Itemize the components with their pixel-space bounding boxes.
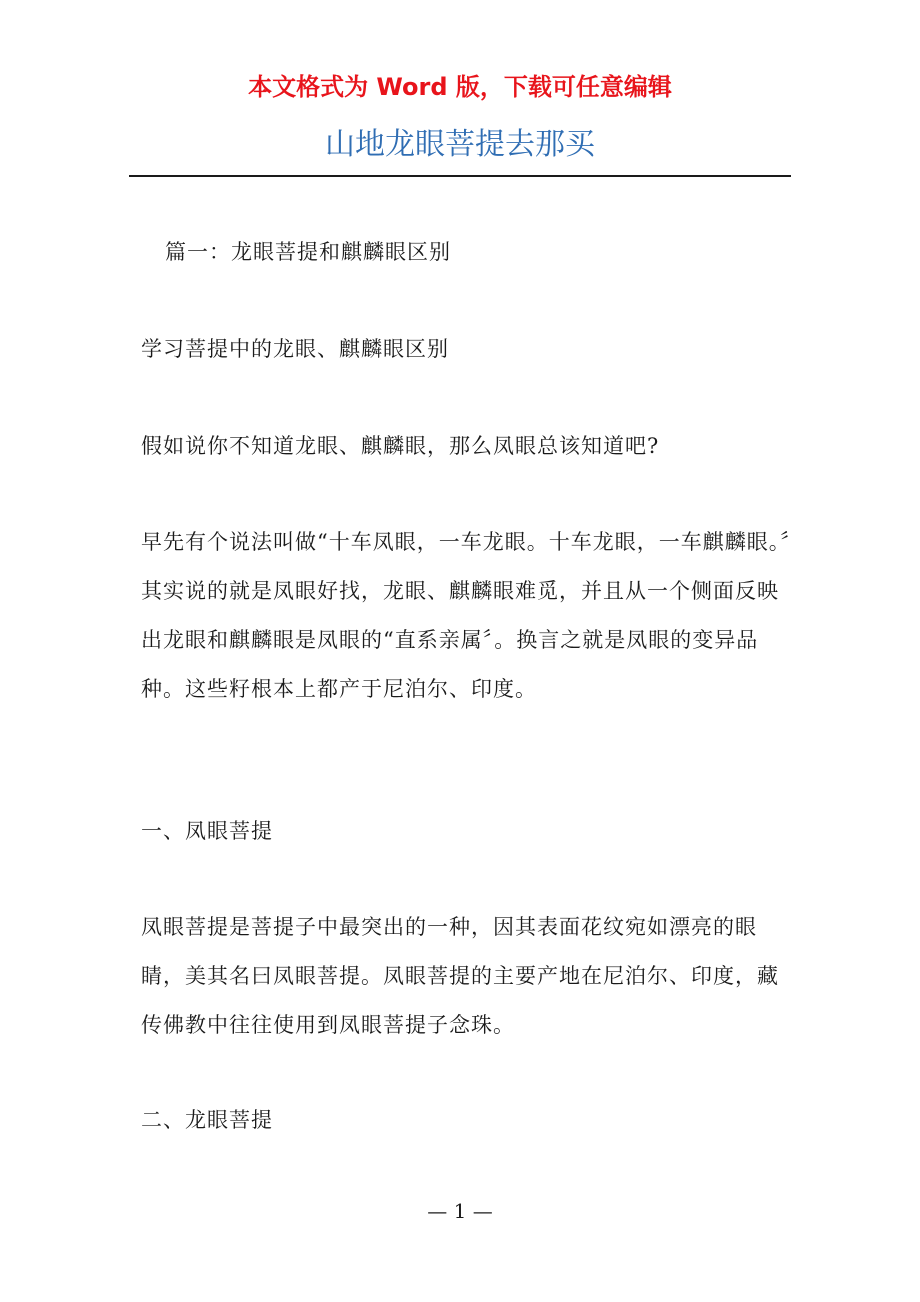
section-heading-dragon-eye: 二、龙眼菩提 xyxy=(141,1108,273,1132)
paragraph-question: 假如说你不知道龙眼、麒麟眼，那么凤眼总该知道吧? xyxy=(141,434,660,458)
paragraph-phoenix-eye: 凤眼菩提是菩提子中最突出的一种，因其表面花纹宛如漂亮的眼睛，美其名曰凤眼菩提。凤眼菩提的主要产地在尼泊尔、印度，藏传佛教中往往使用到凤眼菩提子念珠。 xyxy=(141,915,779,1037)
format-banner: 本文格式为 Word 版，下载可任意编辑 xyxy=(248,73,672,101)
paragraph-intro: 学习菩提中的龙眼、麒麟眼区别 xyxy=(141,337,449,361)
page-number: — 1 — xyxy=(427,1199,493,1223)
section-heading-phoenix-eye: 一、凤眼菩提 xyxy=(141,819,273,843)
section-heading-part1: 篇一：龙眼菩提和麒麟眼区别 xyxy=(165,240,451,264)
paragraph-saying: 早先有个说法叫做“十车凤眼，一车龙眼。十车龙眼，一车麒麟眼。〞其实说的就是凤眼好找，龙眼、麒麟眼难觅，并且从一个侧面反映出龙眼和麒麟眼是凤眼的“直系亲属〞。换言之就是凤眼的变异品种。这些籽根本上都产于尼泊尔、印度。 xyxy=(141,530,792,701)
document-title: 山地龙眼菩提去那买 xyxy=(325,127,595,162)
title-divider xyxy=(129,175,791,177)
